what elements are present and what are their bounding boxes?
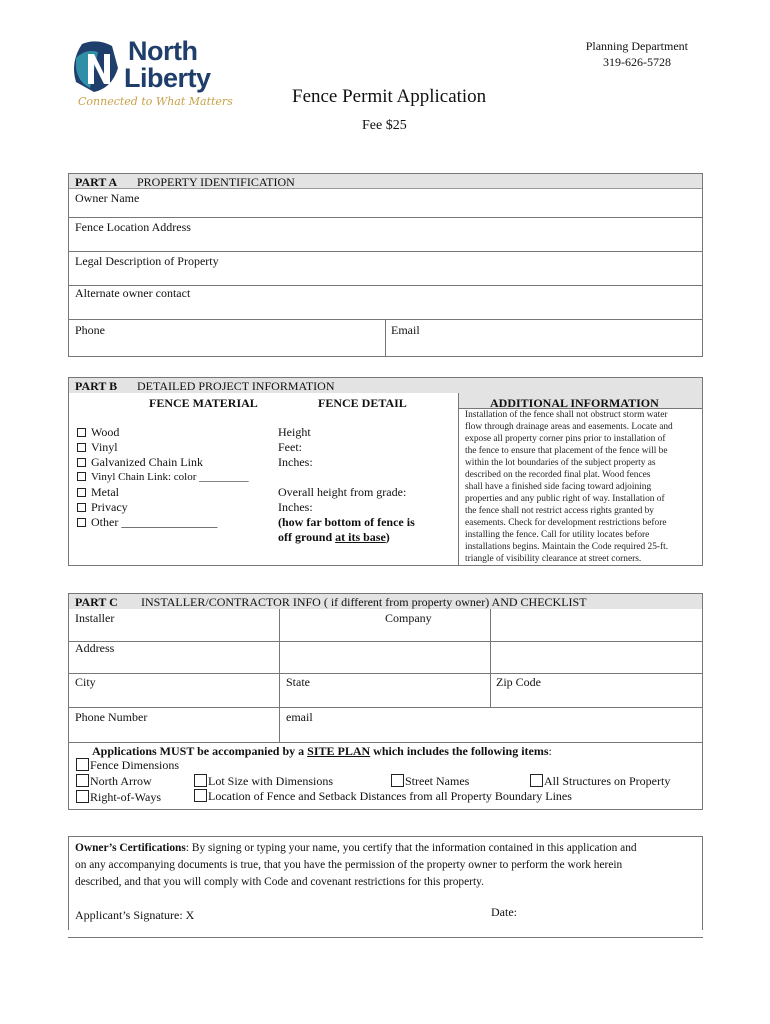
phone-number-label: Phone Number (75, 710, 148, 724)
checkbox-icon[interactable] (391, 774, 404, 787)
city-label: City (75, 675, 96, 689)
inches-label[interactable]: Inches: (278, 455, 313, 469)
signature-field[interactable] (200, 904, 480, 930)
installer-label: Installer (75, 611, 115, 625)
fence-detail-header: FENCE DETAIL (318, 396, 407, 410)
department-name: Planning Department (585, 39, 688, 53)
checkbox-icon[interactable] (530, 774, 543, 787)
email-field[interactable] (386, 320, 702, 356)
part-b-title: DETAILED PROJECT INFORMATION (137, 379, 335, 393)
zip-field[interactable] (491, 674, 702, 707)
additional-info-header: ADDITIONAL INFORMATION (490, 396, 659, 410)
material-metal[interactable]: Metal (77, 485, 249, 500)
logo-north: North (128, 36, 198, 66)
checkbox-icon[interactable] (77, 488, 86, 497)
part-c-label: PART C (75, 595, 118, 609)
phone-field[interactable] (69, 320, 385, 356)
material-vinyl-chain-link[interactable]: Vinyl Chain Link: color _________ (77, 470, 249, 485)
installer-field[interactable] (69, 609, 279, 641)
fence-location-label: Fence Location Address (75, 220, 191, 234)
checkbox-icon[interactable] (194, 774, 207, 787)
company-field[interactable] (280, 609, 702, 641)
material-vinyl[interactable]: Vinyl (77, 440, 249, 455)
fence-detail (278, 425, 415, 545)
part-c-title: INSTALLER/CONTRACTOR INFO ( if different from property owner) AND CHECKLIST (141, 595, 587, 609)
checkbox-icon[interactable] (77, 428, 86, 437)
checkbox-icon[interactable] (77, 472, 86, 481)
signature-label: Applicant’s Signature: X (75, 908, 195, 922)
checklist-location[interactable]: Location of Fence and Setback Distances from all Property Boundary Lines (194, 789, 572, 803)
department-phone: 319-626-5728 (603, 55, 671, 69)
north-liberty-logo (66, 36, 236, 116)
site-plan-notice: Applications MUST be accompanied by a SITE PLAN which includes the following items: (92, 744, 552, 758)
fence-material-header: FENCE MATERIAL (149, 396, 258, 410)
logo-mark-icon (68, 38, 126, 96)
city-field[interactable] (69, 674, 279, 707)
logo-tagline: Connected to What Matters (78, 95, 233, 108)
inches-label-2[interactable]: Inches: (278, 500, 313, 514)
checklist-north-arrow[interactable]: North Arrow (76, 774, 152, 788)
checklist-street-names[interactable]: Street Names (391, 774, 469, 788)
date-label: Date: (491, 905, 517, 919)
material-galvanized-chain-link[interactable]: Galvanized Chain Link (77, 455, 249, 470)
address-field[interactable] (69, 642, 702, 673)
part-a-label: PART A (75, 175, 118, 189)
checkbox-icon[interactable] (76, 790, 89, 803)
checkbox-icon[interactable] (77, 458, 86, 467)
installer-email-label: email (286, 710, 313, 724)
part-b-label: PART B (75, 379, 118, 393)
state-label: State (286, 675, 310, 689)
material-other[interactable]: Other ________________ (77, 515, 249, 530)
checklist-right-of-ways[interactable]: Right-of-Ways (76, 790, 161, 804)
company-label: Company (385, 611, 432, 625)
feet-label[interactable]: Feet: (278, 440, 302, 454)
overall-height-label: Overall height from grade: (278, 485, 407, 499)
checkbox-icon[interactable] (77, 503, 86, 512)
installer-email-field[interactable] (280, 708, 702, 742)
address-label: Address (75, 641, 115, 655)
material-wood[interactable]: Wood (77, 425, 249, 440)
date-field[interactable] (520, 904, 700, 930)
checkbox-icon[interactable] (76, 758, 89, 771)
zip-label: Zip Code (496, 675, 541, 689)
fee: Fee $25 (362, 118, 407, 133)
legal-description-label: Legal Description of Property (75, 254, 219, 268)
checklist-all-structures[interactable]: All Structures on Property (530, 774, 670, 788)
checklist-lot-size[interactable]: Lot Size with Dimensions (194, 774, 333, 788)
material-list (77, 425, 249, 530)
page-title: Fence Permit Application (292, 86, 487, 107)
checkbox-icon[interactable] (77, 518, 86, 527)
logo-liberty: Liberty (124, 63, 211, 93)
legal-description-field[interactable] (69, 252, 702, 285)
additional-info-text: Installation of the fence shall not obstruct storm water flow through drainage areas and easements. Locate and expose all property corner pins prior to installation of the fence to ensure that placement of the fence will be within the lot boundaries of the subject property as described on the recorded final plat. Wood fences shall have a finished side facing toward adjoining properties and any public right of way. Installation of the fence shall not restrict access rights granted by easements. Check for development restrictions before installing the fence. Call for utility locates before installations begins. Maintain the Code required 25-ft. triangle of visibility clearance at street corners. (465, 410, 673, 564)
state-field[interactable] (280, 674, 490, 707)
phone-label: Phone (75, 323, 105, 337)
phone-number-field[interactable] (69, 708, 279, 742)
owner-name-field[interactable] (69, 189, 702, 218)
alternate-contact-field[interactable] (69, 286, 702, 319)
fence-location-field[interactable] (69, 218, 702, 251)
checkbox-icon[interactable] (77, 443, 86, 452)
ground-note-2: off ground at its base) (278, 530, 390, 544)
material-privacy[interactable]: Privacy (77, 500, 249, 515)
email-label: Email (391, 323, 420, 337)
part-a-title: PROPERTY IDENTIFICATION (137, 175, 295, 189)
checkbox-icon[interactable] (76, 774, 89, 787)
alternate-contact-label: Alternate owner contact (75, 286, 191, 300)
ground-note-1: (how far bottom of fence is (278, 515, 415, 529)
certification-text: Owner’s Certifications: By signing or typing your name, you certify that the information contained in this application and on any accompanying documents is true, that you have the permission of the property owner to perform the work herein described, and that you will comply with Code and covenant restrictions for this property. (75, 842, 637, 888)
checklist-fence-dimensions[interactable]: Fence Dimensions (76, 758, 179, 772)
checkbox-icon[interactable] (194, 789, 207, 802)
owner-name-label: Owner Name (75, 191, 140, 205)
height-label: Height (278, 425, 311, 439)
